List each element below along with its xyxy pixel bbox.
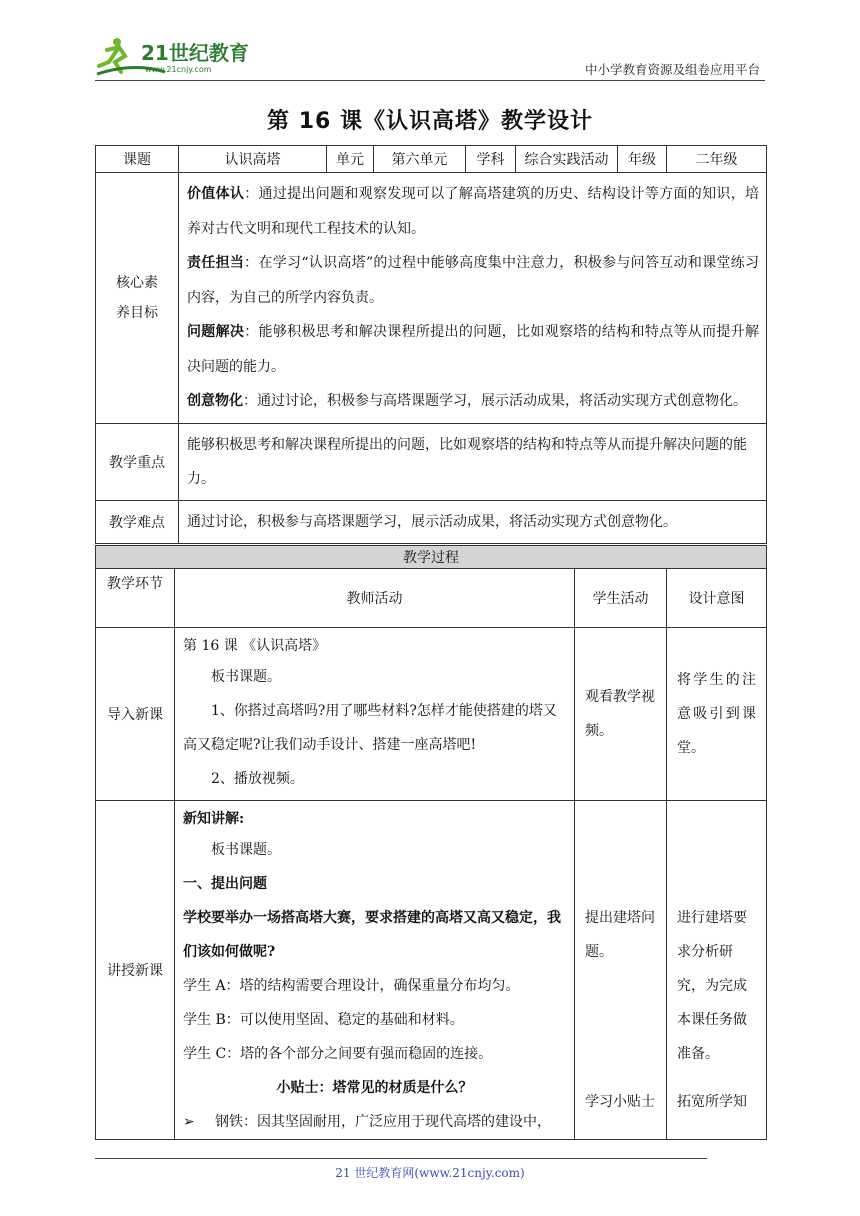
key-point-label: 教学重点	[96, 423, 179, 500]
goal-item	[187, 315, 759, 384]
intro-row	[96, 628, 767, 801]
unit-value: 第六单元	[374, 146, 466, 173]
teach-student	[575, 801, 667, 1140]
col-teacher: 教师活动	[175, 569, 575, 628]
answer-c: 学生 C：塔的各个部分之间要有强而稳固的连接。	[183, 1046, 493, 1062]
goal-head: 价值体认	[187, 186, 245, 202]
teach-row	[96, 801, 767, 1140]
intro-student: 观看教学视频。	[575, 628, 667, 801]
difficulty-row	[96, 500, 767, 543]
process-header-row	[96, 569, 767, 628]
goal-text: ：能够积极思考和解决课程所提出的问题，比如观察塔的结构和特点等从而提升解决问题的能力。	[187, 324, 760, 375]
answer-b: 学生 B：可以使用坚固、稳定的基础和材料。	[183, 1012, 464, 1028]
goals-row	[96, 173, 767, 424]
intro-question-1: 1、你搭过高塔吗?用了哪些材料?怎样才能使搭建的塔又高又稳定呢?让我们动手设计、搭建一座高塔吧!	[183, 703, 557, 753]
goals-label-line-1: 核心素	[116, 274, 158, 291]
material-bullet	[183, 1105, 566, 1139]
goal-head: 问题解决	[187, 324, 245, 340]
key-point-row	[96, 423, 767, 500]
col-intent: 设计意图	[667, 569, 767, 628]
goal-text: ：通过讨论，积极参与高塔课题学习，展示活动成果，将活动实现方式创意物化。	[243, 393, 747, 409]
goal-item	[187, 177, 759, 246]
col-student: 学生活动	[575, 569, 667, 628]
teach-stage: 讲授新课	[96, 801, 175, 1140]
contest-question: 学校要举办一场搭高塔大赛，要求搭建的高塔又高又稳定，我们该如何做呢?	[183, 910, 561, 960]
teach-teacher	[175, 801, 575, 1140]
intro-stage: 导入新课	[96, 628, 175, 801]
teach-intent-2: 拓宽所学知	[677, 1094, 747, 1110]
goal-head: 创意物化	[187, 393, 243, 409]
info-row	[96, 146, 767, 173]
goal-item	[187, 384, 759, 419]
intro-question-2: 2、播放视频。	[211, 771, 304, 787]
section-heading: 一、提出问题	[183, 876, 267, 892]
col-stage: 教学环节	[96, 569, 175, 628]
intro-intent: 将学生的注意吸引到课堂。	[667, 628, 767, 801]
answer-a: 学生 A：塔的结构需要合理设计，确保重量分布均匀。	[183, 978, 520, 994]
grade-label: 年级	[618, 146, 667, 173]
lesson-info-table	[95, 145, 767, 544]
footer-text: 21 世纪教育网(www.21cnjy.com)	[335, 1166, 525, 1180]
page-title: 第 16 课《认识高塔》教学设计	[267, 109, 593, 134]
process-table	[95, 545, 767, 1140]
difficulty-label: 教学难点	[96, 500, 179, 543]
difficulty-text: 通过讨论，积极参与高塔课题学习，展示活动成果，将活动实现方式创意物化。	[179, 500, 767, 543]
process-title: 教学过程	[96, 546, 767, 569]
bullet-text: 钢铁：因其坚固耐用，广泛应用于现代高塔的建设中，	[215, 1114, 551, 1130]
site-logo	[95, 32, 265, 78]
intro-lesson: 第 16 课 《认识高塔》	[183, 638, 327, 654]
footer-divider	[95, 1158, 707, 1159]
new-knowledge-label: 新知讲解:	[183, 811, 245, 827]
topic-value: 认识高塔	[179, 146, 327, 173]
goal-text: ：通过提出问题和观察发现可以了解高塔建筑的历史、结构设计等方面的知识，培养对古代文明和现代工程技术的认知。	[187, 186, 760, 237]
teach-student-2: 学习小贴士	[585, 1094, 655, 1110]
topic-label: 课题	[96, 146, 179, 173]
goals-label	[96, 173, 179, 424]
goals-label-line-2: 养目标	[116, 304, 158, 321]
subject-label: 学科	[466, 146, 516, 173]
tip-title: 小贴士：塔常见的材质是什么？	[276, 1080, 473, 1096]
logo-url: www.21cnjy.com	[145, 65, 212, 74]
process-title-row	[96, 546, 767, 569]
grade-value: 二年级	[667, 146, 767, 173]
goals-content	[179, 173, 767, 424]
platform-name: 中小学教育资源及组卷应用平台	[584, 62, 760, 77]
teach-student-1: 提出建塔问题。	[585, 910, 655, 960]
header-divider	[95, 80, 765, 81]
intro-board: 板书课题。	[211, 669, 281, 685]
goal-text: ：在学习“认识高塔”的过程中能够高度集中注意力，积极参与问答互动和课堂练习内容，为自己的所学内容负责。	[187, 255, 760, 306]
teach-intent-1: 进行建塔要求分析研究，为完成本课任务做准备。	[677, 910, 747, 1062]
teach-board: 板书课题。	[211, 842, 281, 858]
logo-text: 21世纪教育	[141, 41, 249, 65]
subject-value: 综合实践活动	[516, 146, 618, 173]
teach-intent	[667, 801, 767, 1140]
goal-item	[187, 246, 759, 315]
key-point-text: 能够积极思考和解决课程所提出的问题，比如观察塔的结构和特点等从而提升解决问题的能力。	[179, 423, 767, 500]
goal-head: 责任担当	[187, 255, 245, 271]
unit-label: 单元	[327, 146, 374, 173]
intro-teacher	[175, 628, 575, 801]
arrow-bullet-icon: ➢	[183, 1114, 195, 1130]
